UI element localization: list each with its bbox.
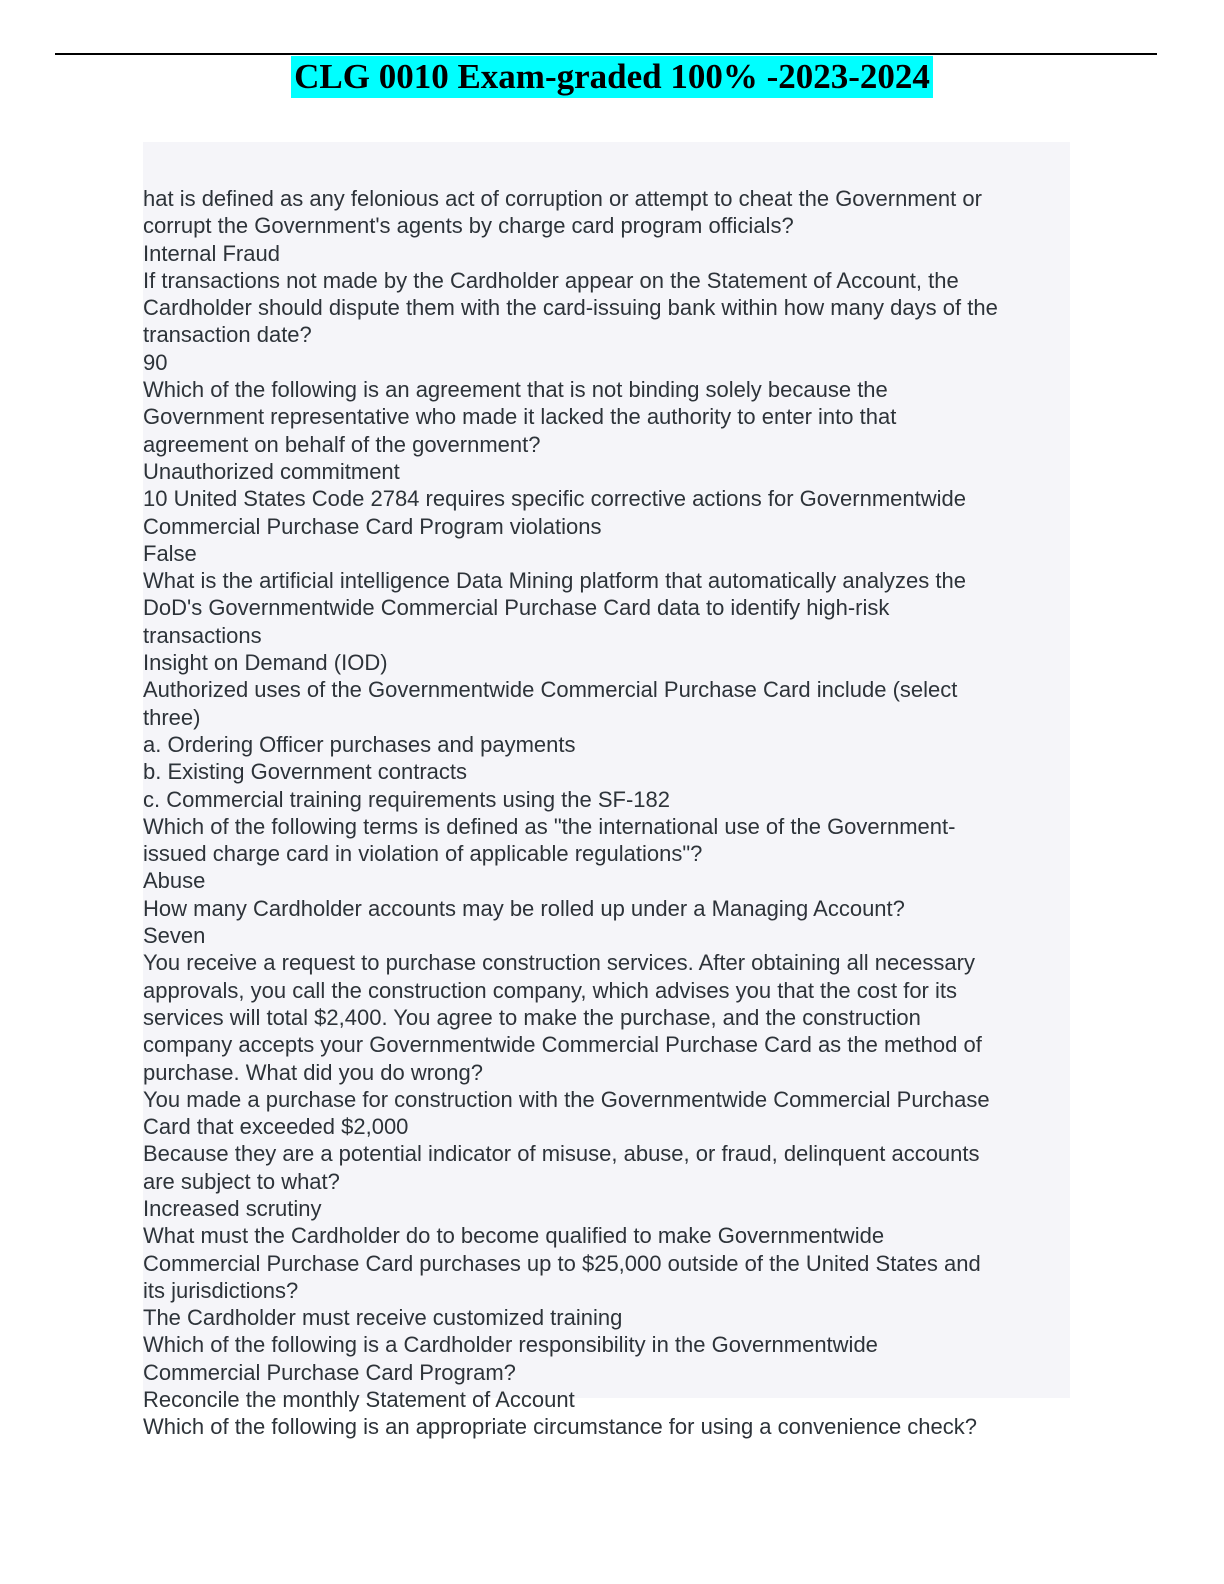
text-line: What is the artificial intelligence Data Mining platform that automatically analyzes the — [143, 568, 966, 594]
text-line: What must the Cardholder do to become qualified to make Governmentwide — [143, 1223, 885, 1249]
title-container — [0, 56, 1224, 98]
text-line: Card that exceeded $2,000 — [143, 1114, 409, 1140]
text-line: transaction date? — [143, 322, 312, 348]
text-line: 10 United States Code 2784 requires specific corrective actions for Governmentwide — [143, 486, 966, 512]
text-line: Cardholder should dispute them with the card-issuing bank within how many days of the — [143, 295, 998, 321]
text-line: Which of the following is a Cardholder responsibility in the Governmentwide — [143, 1332, 878, 1358]
text-line: DoD's Governmentwide Commercial Purchase Card data to identify high-risk — [143, 595, 890, 621]
text-line: Because they are a potential indicator of misuse, abuse, or fraud, delinquent accounts — [143, 1141, 980, 1167]
text-line: Reconcile the monthly Statement of Account — [143, 1387, 575, 1413]
text-line: agreement on behalf of the government? — [143, 431, 541, 457]
text-line: Authorized uses of the Governmentwide Commercial Purchase Card include (select — [143, 677, 958, 703]
text-line: a. Ordering Officer purchases and payments — [143, 731, 576, 757]
text-line: Government representative who made it lacked the authority to enter into that — [143, 404, 897, 430]
text-line: its jurisdictions? — [143, 1277, 299, 1303]
text-line: You receive a request to purchase construction services. After obtaining all necessary — [143, 950, 975, 976]
text-line: Commercial Purchase Card Program? — [143, 1359, 516, 1385]
text-line: Abuse — [143, 868, 206, 894]
text-line: You made a purchase for construction with the Governmentwide Commercial Purchase — [143, 1086, 990, 1112]
text-line: If transactions not made by the Cardholder appear on the Statement of Account, the — [143, 267, 959, 293]
text-line: Which of the following terms is defined as "the international use of the Government- — [143, 813, 956, 839]
text-line: Increased scrutiny — [143, 1195, 322, 1221]
text-line: Commercial Purchase Card Program violations — [143, 513, 602, 539]
text-line: transactions — [143, 622, 262, 648]
document-body — [143, 185, 1073, 1441]
top-horizontal-rule — [55, 53, 1157, 55]
text-line: issued charge card in violation of applicable regulations"? — [143, 841, 703, 867]
text-line: 90 — [143, 349, 168, 375]
text-line: company accepts your Governmentwide Commercial Purchase Card as the method of — [143, 1032, 982, 1058]
text-line: Which of the following is an agreement that is not binding solely because the — [143, 377, 888, 403]
text-line: The Cardholder must receive customized training — [143, 1305, 623, 1331]
text-line: Which of the following is an appropriate circumstance for using a convenience check? — [143, 1414, 978, 1440]
text-line: hat is defined as any felonious act of corruption or attempt to cheat the Government or — [143, 186, 982, 211]
text-line: are subject to what? — [143, 1168, 340, 1194]
text-line: Unauthorized commitment — [143, 458, 400, 484]
text-line: How many Cardholder accounts may be rolled up under a Managing Account? — [143, 895, 905, 921]
text-line: three) — [143, 704, 201, 730]
text-line: services will total $2,400. You agree to make the purchase, and the construction — [143, 1004, 921, 1030]
text-line: corrupt the Government's agents by charge card program officials? — [143, 213, 794, 239]
text-line: False — [143, 540, 197, 566]
text-line: Internal Fraud — [143, 240, 280, 266]
text-line: b. Existing Government contracts — [143, 759, 468, 785]
text-line: c. Commercial training requirements using the SF-182 — [143, 786, 671, 812]
document-title: CLG 0010 Exam-graded 100% -2023-2024 — [291, 56, 933, 98]
text-line: Insight on Demand (IOD) — [143, 650, 388, 676]
text-line: approvals, you call the construction company, which advises you that the cost for its — [143, 977, 957, 1003]
text-line: Commercial Purchase Card purchases up to $25,000 outside of the United States and — [143, 1250, 981, 1276]
text-line: purchase. What did you do wrong? — [143, 1059, 483, 1085]
text-line: Seven — [143, 923, 206, 949]
